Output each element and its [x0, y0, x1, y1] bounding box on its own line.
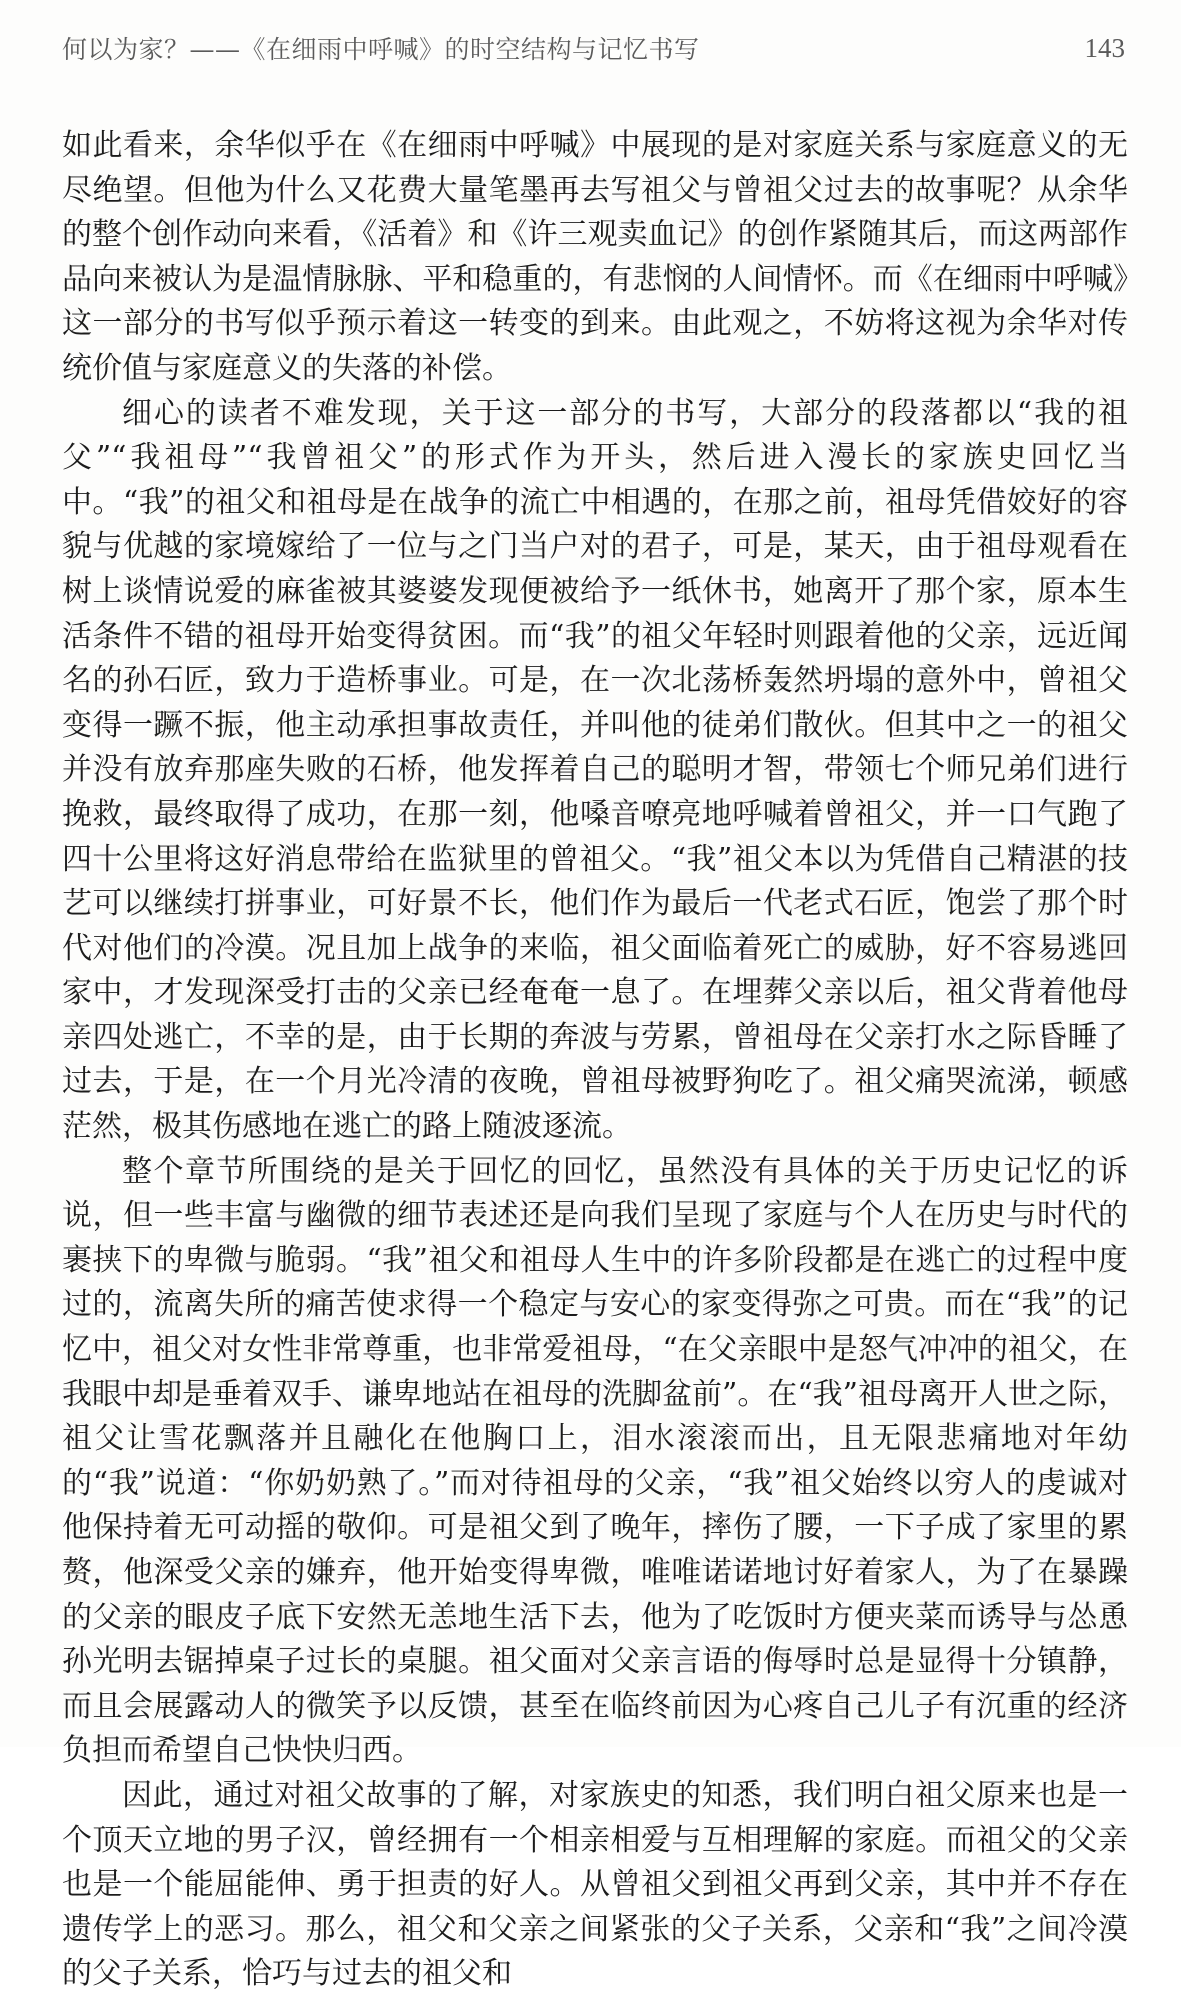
body-text — [62, 124, 1128, 1997]
paragraph-continuation: 如此看来，余华似乎在《在细雨中呼喊》中展现的是对家庭关系与家庭意义的无尽绝望。但他为什么又花费大量笔墨再去写祖父与曾祖父过去的故事呢？从余华的整个创作动向来看，《活着》和《许三观卖血记》的创作紧随其后，而这两部作品向来被认为是温情脉脉、平和稳重的，有悲悯的人间情怀。而《在细雨中呼喊》这一部分的书写似乎预示着这一转变的到来。由此观之，不妨将这视为余华对传统价值与家庭意义的失落的补偿。 — [62, 128, 1128, 386]
paragraph: 细心的读者不难发现，关于这一部分的书写，大部分的段落都以“我的祖父”“我祖母”“我曾祖父”的形式作为开头，然后进入漫长的家族史回忆当中。“我”的祖父和祖母是在战争的流亡中相遇的，在那之前，祖母凭借姣好的容貌与优越的家境嫁给了一位与之门当户对的君子，可是，某天，由于祖母观看在树上谈情说爱的麻雀被其婆婆发现便被给予一纸休书，她离开了那个家，原本生活条件不错的祖母开始变得贫困。而“我”的祖父年轻时则跟着他的父亲，远近闻名的孙石匠，致力于造桥事业。可是，在一次北荡桥轰然坍塌的意外中，曾祖父变得一蹶不振，他主动承担事故责任，并叫他的徒弟们散伙。但其中之一的祖父并没有放弃那座失败的石桥，他发挥着自己的聪明才智，带领七个师兄弟们进行挽救，最终取得了成功，在那一刻，他嗓音嘹亮地呼喊着曾祖父，并一口气跑了四十公里将这好消息带给在监狱里的曾祖父。“我”祖父本以为凭借自己精湛的技艺可以继续打拼事业，可好景不长，他们作为最后一代老式石匠，饱尝了那个时代对他们的冷漠。况且加上战争的来临，祖父面临着死亡的威胁，好不容易逃回家中，才发现深受打击的父亲已经奄奄一息了。在埋葬父亲以后，祖父背着他母亲四处逃亡，不幸的是，由于长期的奔波与劳累，曾祖母在父亲打水之际昏睡了过去，于是，在一个月光冷清的夜晚，曾祖母被野狗吃了。祖父痛哭流涕，顿感茫然，极其伤感地在逃亡的路上随波逐流。 — [62, 395, 1128, 1145]
header-title: 何以为家？——《在细雨中呼喊》的时空结构与记忆书写 — [62, 35, 700, 64]
running-header — [62, 28, 1125, 68]
page-number: 143 — [1084, 32, 1125, 63]
paragraph: 整个章节所围绕的是关于回忆的回忆，虽然没有具体的关于历史记忆的诉说，但一些丰富与幽微的细节表述还是向我们呈现了家庭与个人在历史与时代的裹挟下的卑微与脆弱。“我”祖父和祖母人生中的许多阶段都是在逃亡的过程中度过的，流离失所的痛苦使求得一个稳定与安心的家变得弥之可贵。而在“我”的记忆中，祖父对女性非常尊重，也非常爱祖母，“在父亲眼中是怒气冲冲的祖父，在我眼中却是垂着双手、谦卑地站在祖母的洗脚盆前”。在“我”祖母离开人世之际，祖父让雪花飘落并且融化在他胸口上，泪水滚滚而出，且无限悲痛地对年幼的“我”说道：“你奶奶熟了。”而对待祖母的父亲，“我”祖父始终以穷人的虔诚对他保持着无可动摇的敬仰。可是祖父到了晚年，摔伤了腰，一下子成了家里的累赘，他深受父亲的嫌弃，他开始变得卑微，唯唯诺诺地讨好着家人，为了在暴躁的父亲的眼皮子底下安然无恙地生活下去，他为了吃饭时方便夹菜而诱导与怂恿孙光明去锯掉桌子过长的桌腿。祖父面对父亲言语的侮辱时总是显得十分镇静，而且会展露动人的微笑予以反馈，甚至在临终前因为心疼自己儿子有沉重的经济负担而希望自己快快归西。 — [62, 1153, 1129, 1769]
paragraph: 因此，通过对祖父故事的了解，对家族史的知悉，我们明白祖父原来也是一个顶天立地的男子汉，曾经拥有一个相亲相爱与互相理解的家庭。而祖父的父亲也是一个能屈能伸、勇于担责的好人。从曾祖父到祖父再到父亲，其中并不存在遗传学上的恶习。那么，祖父和父亲之间紧张的父子关系，父亲和“我”之间冷漠的父子关系，恰巧与过去的祖父和 — [62, 1777, 1128, 1992]
